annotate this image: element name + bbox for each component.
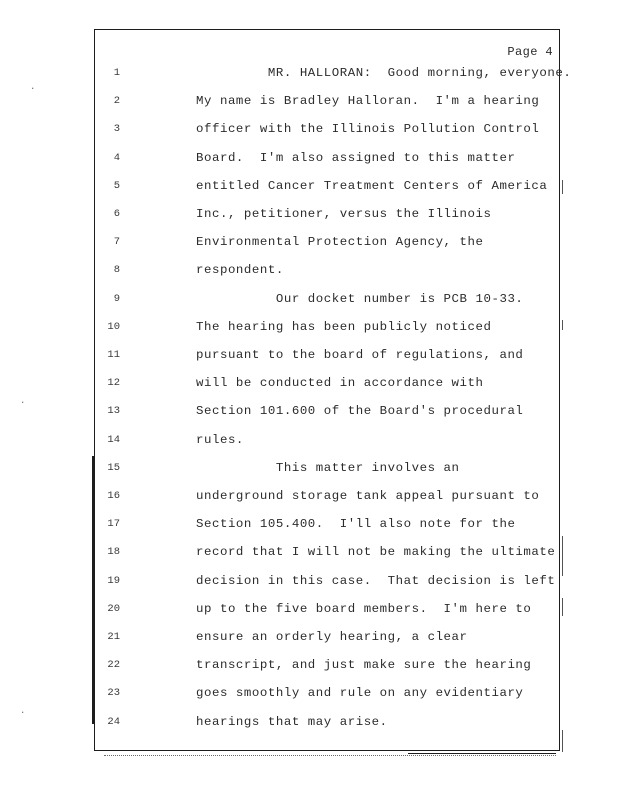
line-number: 1 xyxy=(113,67,120,79)
transcript-line-text: Section 105.400. I'll also note for the xyxy=(196,517,516,532)
transcript-line-text: Inc., petitioner, versus the Illinois xyxy=(196,207,492,221)
transcript-line-text: decision in this case. That decision is left xyxy=(196,573,556,588)
right-edge-mark xyxy=(562,320,563,330)
transcript-line-text: up to the five board members. I'm here to xyxy=(196,601,532,616)
transcript-line-text: Board. I'm also assigned to this matter xyxy=(196,150,516,165)
line-number: 8 xyxy=(113,264,120,277)
transcript-line-text: pursuant to the board of regulations, and xyxy=(196,348,524,362)
transcript-line-text: transcript, and just make sure the hearing xyxy=(196,658,532,673)
line-number: 16 xyxy=(107,490,120,502)
line-number: 19 xyxy=(107,574,120,587)
transcript-line-text: entitled Cancer Treatment Centers of America xyxy=(196,178,548,193)
right-edge-mark xyxy=(562,598,563,616)
line-number: 17 xyxy=(107,518,120,531)
line-number: 18 xyxy=(107,546,120,559)
line-number: 7 xyxy=(113,236,120,249)
transcript-line-text: record that I will not be making the ultimate xyxy=(196,545,556,560)
line-number: 6 xyxy=(113,208,120,220)
scan-speck: · xyxy=(30,84,36,94)
transcript-line-text: The hearing has been publicly noticed xyxy=(196,319,492,334)
line-number: 11 xyxy=(107,349,120,361)
transcript-line-text: hearings that may arise. xyxy=(196,714,388,729)
line-number: 14 xyxy=(107,433,120,446)
scan-speck: · xyxy=(20,708,26,718)
bottom-rule xyxy=(408,753,556,754)
transcript-line-text: respondent. xyxy=(196,263,284,278)
line-number: 3 xyxy=(113,123,120,136)
transcript-line-text: Section 101.600 of the Board's procedural xyxy=(196,404,524,419)
bottom-scan-band xyxy=(104,755,556,757)
scan-speck: · xyxy=(20,398,26,408)
line-number: 15 xyxy=(107,461,120,474)
line-number: 2 xyxy=(113,95,120,108)
transcript-line-text: goes smoothly and rule on any evidentiary xyxy=(196,686,524,701)
line-number: 5 xyxy=(113,179,120,192)
transcript-line-text: Our docket number is PCB 10-33. xyxy=(196,291,524,306)
transcript-line-text: Environmental Protection Agency, the xyxy=(196,235,484,250)
line-number: 21 xyxy=(107,631,120,643)
transcript-line-text: underground storage tank appeal pursuant to xyxy=(196,489,540,503)
line-number: 10 xyxy=(107,320,120,333)
transcript-line-text: My name is Bradley Halloran. I'm a hearing xyxy=(196,94,540,109)
line-number: 23 xyxy=(107,687,120,700)
line-number: 4 xyxy=(113,151,120,164)
right-edge-mark xyxy=(562,536,563,576)
line-number: 12 xyxy=(107,377,120,390)
transcript-line-text: will be conducted in accordance with xyxy=(196,376,484,391)
transcript-line-text: This matter involves an xyxy=(196,460,460,475)
right-edge-mark xyxy=(562,730,563,752)
line-number: 24 xyxy=(107,715,120,728)
transcript-line-text: MR. HALLORAN: Good morning, everyone. xyxy=(196,66,572,80)
transcript-line-text: rules. xyxy=(196,432,244,447)
page-number: Page 4 xyxy=(507,45,553,59)
line-number: 13 xyxy=(107,405,120,418)
transcript-line-text: ensure an orderly hearing, a clear xyxy=(196,630,468,644)
right-edge-mark xyxy=(562,180,563,194)
line-number: 22 xyxy=(107,659,120,672)
transcript-line-text: officer with the Illinois Pollution Control xyxy=(196,122,540,137)
line-number: 9 xyxy=(113,292,120,305)
left-margin-rule xyxy=(92,456,94,724)
line-number: 20 xyxy=(107,602,120,615)
